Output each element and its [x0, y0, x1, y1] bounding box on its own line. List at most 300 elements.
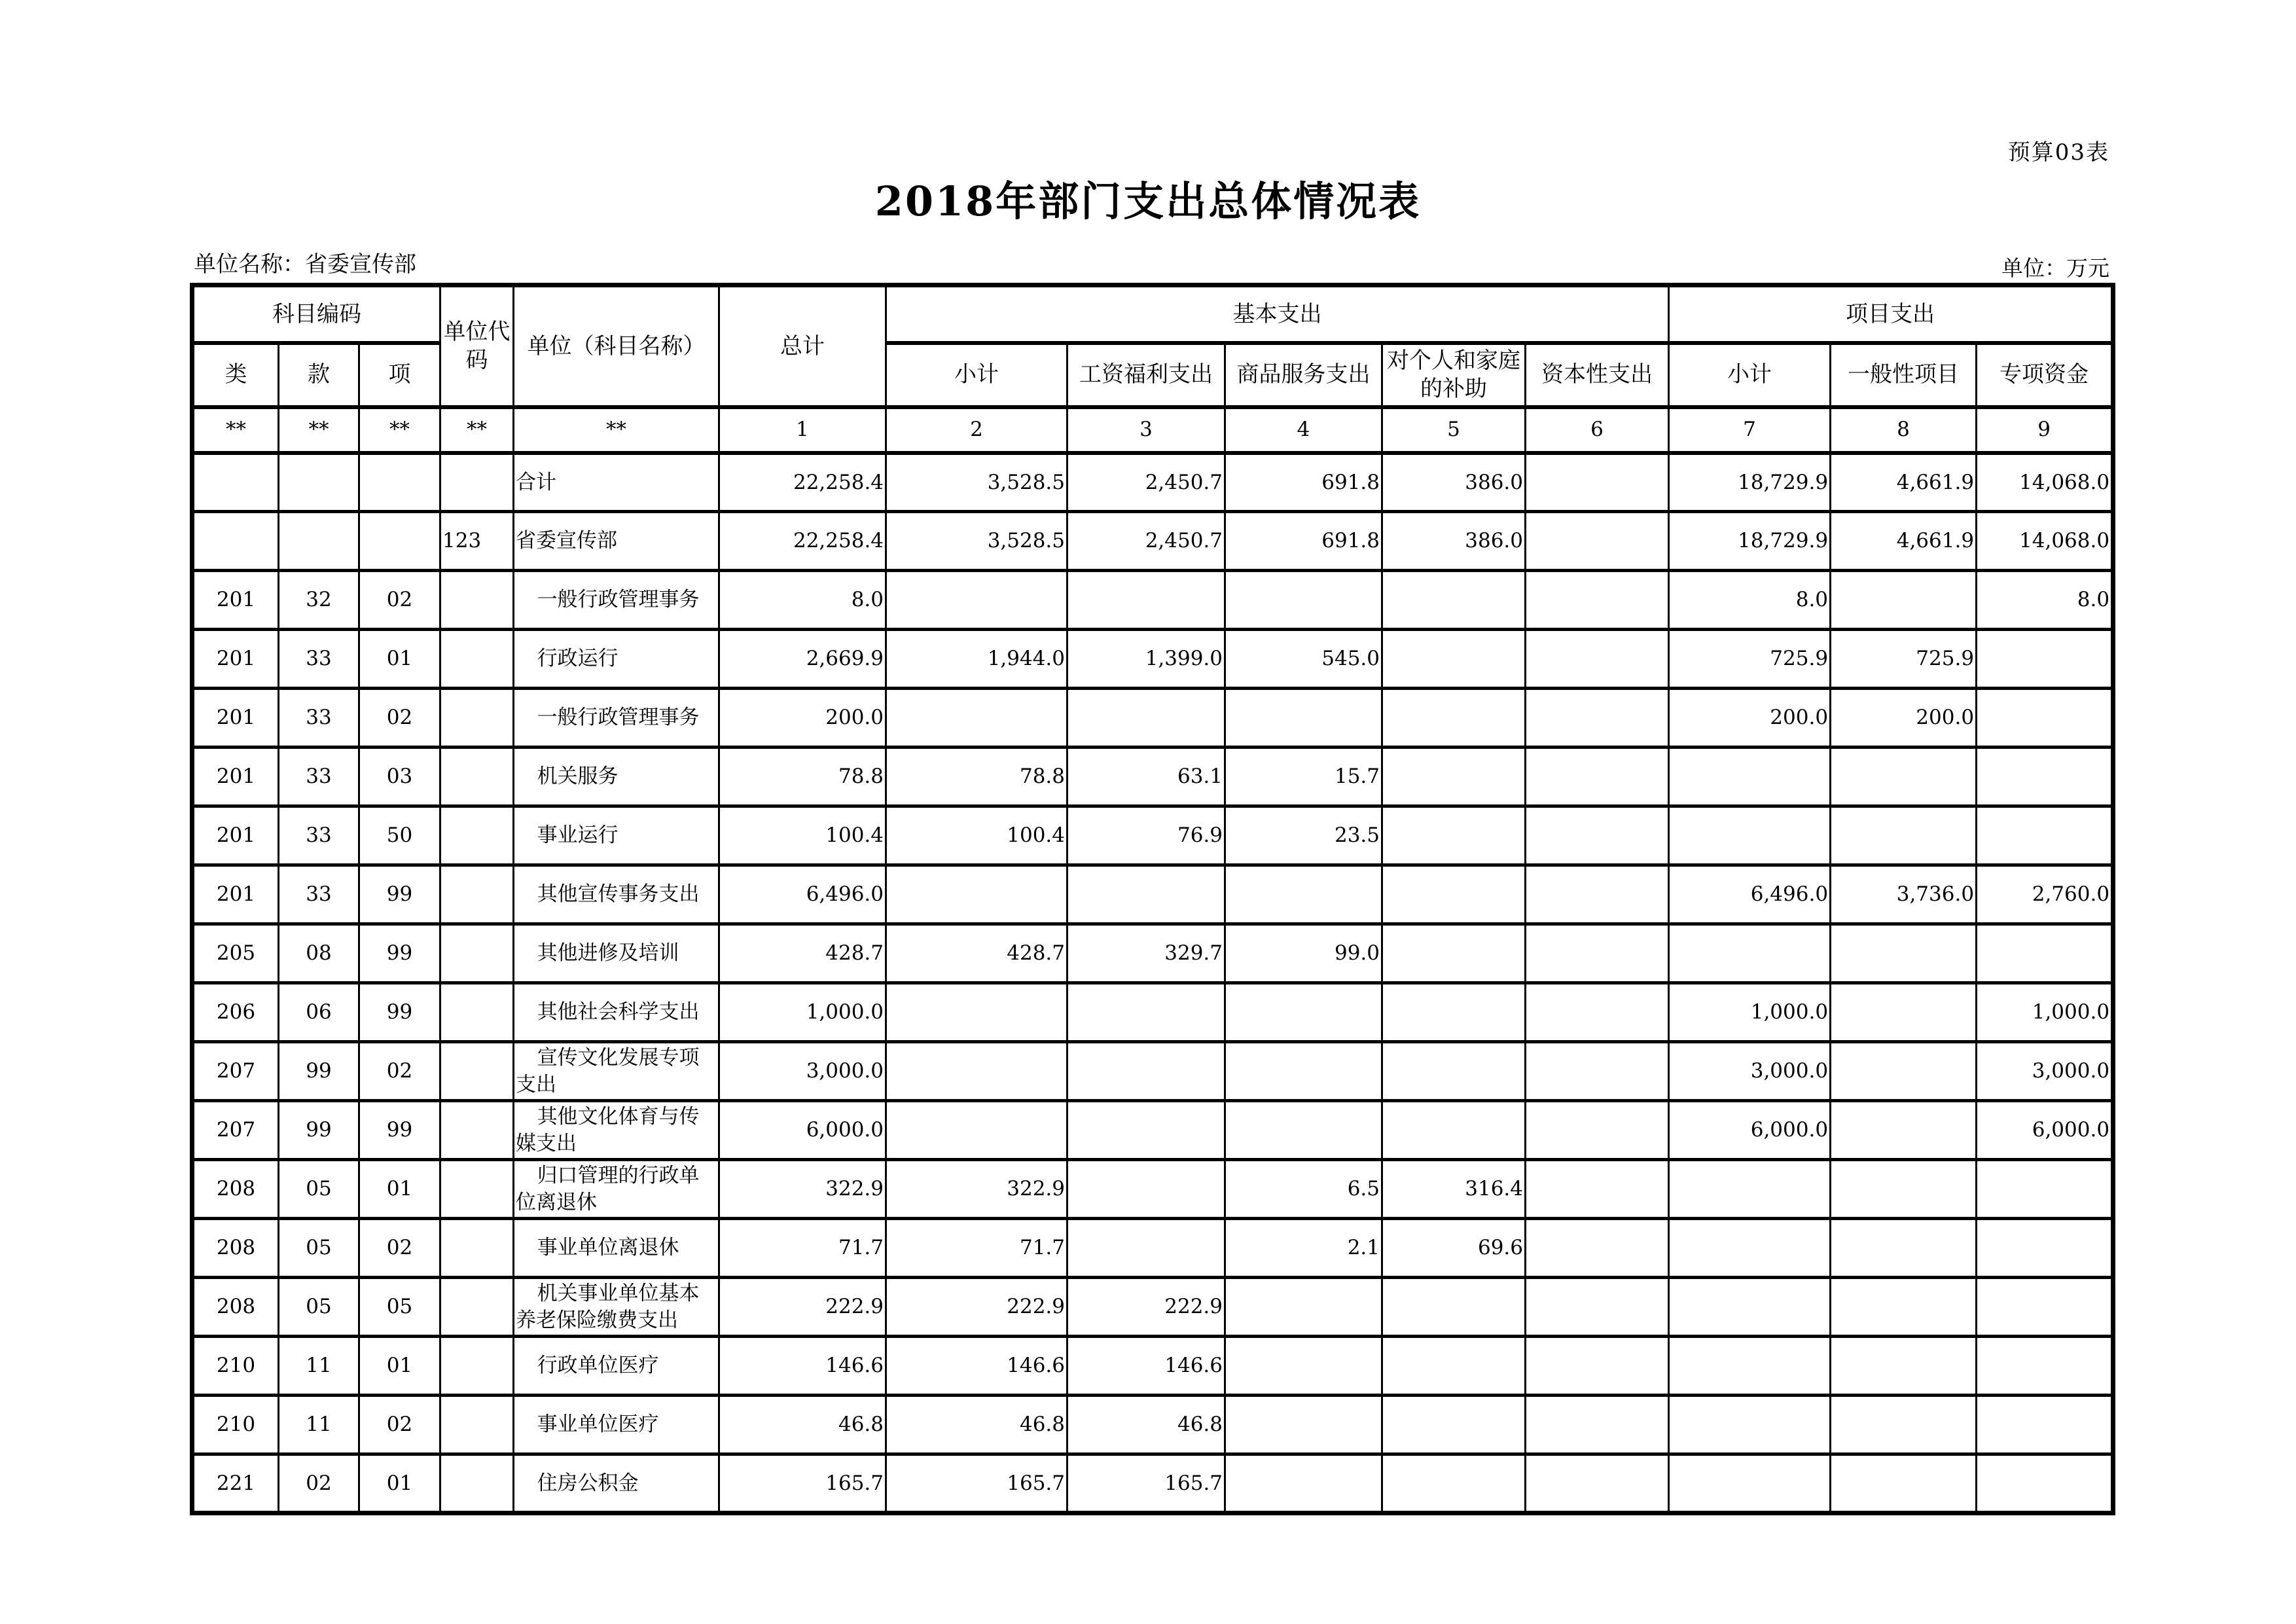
- value-cell: [1067, 689, 1225, 748]
- table-row: [192, 453, 2113, 512]
- value-cell: [886, 571, 1067, 630]
- header-unit-code: 单位代码: [440, 285, 514, 407]
- header-unit-subject-name: 单位（科目名称）: [514, 285, 719, 407]
- header-general-projects: 一般性项目: [1831, 343, 1977, 407]
- value-cell: [1382, 924, 1526, 983]
- item-code-cell: 03: [359, 748, 440, 806]
- value-cell: [1225, 1042, 1382, 1101]
- value-cell: [1831, 1454, 1977, 1513]
- section-code-cell: 33: [279, 806, 359, 865]
- value-cell: 8.0: [1669, 571, 1831, 630]
- item-code-cell: 01: [359, 1454, 440, 1513]
- unit-code-cell: [440, 983, 514, 1042]
- value-cell: [1382, 630, 1526, 689]
- value-cell: [1526, 1042, 1669, 1101]
- value-cell: [1067, 1160, 1225, 1219]
- value-cell: 15.7: [1225, 748, 1382, 806]
- value-cell: 691.8: [1225, 512, 1382, 571]
- column-index-cell: **: [514, 407, 719, 453]
- header-special-funds: 专项资金: [1977, 343, 2113, 407]
- value-cell: [886, 1101, 1067, 1160]
- value-cell: [1669, 1278, 1831, 1337]
- value-cell: [1831, 748, 1977, 806]
- value-cell: 725.9: [1669, 630, 1831, 689]
- value-cell: 691.8: [1225, 453, 1382, 512]
- subject-name-cell: 事业单位离退休: [514, 1219, 719, 1278]
- value-cell: [1225, 865, 1382, 924]
- value-cell: 18,729.9: [1669, 453, 1831, 512]
- header-section: 款: [279, 343, 359, 407]
- header-item: 项: [359, 343, 440, 407]
- column-index-cell: **: [192, 407, 279, 453]
- subject-name-cell: 住房公积金: [514, 1454, 719, 1513]
- table-row: [192, 924, 2113, 983]
- value-cell: [1225, 1101, 1382, 1160]
- value-cell: 71.7: [719, 1219, 886, 1278]
- value-cell: [1382, 1101, 1526, 1160]
- header-goods-services: 商品服务支出: [1225, 343, 1382, 407]
- subject-name-cell: 一般行政管理事务: [514, 689, 719, 748]
- section-code-cell: 99: [279, 1101, 359, 1160]
- value-cell: [1067, 1101, 1225, 1160]
- value-cell: [1067, 571, 1225, 630]
- column-index-cell: 1: [719, 407, 886, 453]
- class-code-cell: 221: [192, 1454, 279, 1513]
- value-cell: [1831, 1219, 1977, 1278]
- value-cell: [1382, 689, 1526, 748]
- table-row: [192, 1101, 2113, 1160]
- value-cell: [1831, 571, 1977, 630]
- unit-code-cell: [440, 1278, 514, 1337]
- value-cell: [1382, 1042, 1526, 1101]
- class-code-cell: 210: [192, 1337, 279, 1396]
- header-wage-welfare: 工资福利支出: [1067, 343, 1225, 407]
- value-cell: 222.9: [1067, 1278, 1225, 1337]
- class-code-cell: 201: [192, 865, 279, 924]
- column-index-cell: 5: [1382, 407, 1526, 453]
- value-cell: [1977, 1454, 2113, 1513]
- value-cell: [1526, 630, 1669, 689]
- class-code-cell: 207: [192, 1042, 279, 1101]
- value-cell: [1526, 983, 1669, 1042]
- value-cell: 545.0: [1225, 630, 1382, 689]
- column-index-cell: 6: [1526, 407, 1669, 453]
- item-code-cell: 99: [359, 865, 440, 924]
- value-cell: 2,450.7: [1067, 453, 1225, 512]
- table-row: [192, 512, 2113, 571]
- item-code-cell: 99: [359, 924, 440, 983]
- item-code-cell: 50: [359, 806, 440, 865]
- value-cell: [1977, 689, 2113, 748]
- header-project-expenditure: 项目支出: [1669, 285, 2113, 343]
- value-cell: [1831, 1101, 1977, 1160]
- value-cell: 6.5: [1225, 1160, 1382, 1219]
- value-cell: [1382, 571, 1526, 630]
- class-code-cell: 201: [192, 748, 279, 806]
- value-cell: 2.1: [1225, 1219, 1382, 1278]
- item-code-cell: 01: [359, 1337, 440, 1396]
- value-cell: [1382, 1278, 1526, 1337]
- value-cell: 2,760.0: [1977, 865, 2113, 924]
- section-code-cell: 05: [279, 1160, 359, 1219]
- form-number-label: 预算03表: [2007, 139, 2109, 166]
- value-cell: [1669, 1219, 1831, 1278]
- value-cell: [1526, 571, 1669, 630]
- value-cell: [1977, 924, 2113, 983]
- value-cell: 100.4: [886, 806, 1067, 865]
- item-code-cell: [359, 512, 440, 571]
- column-index-cell: 7: [1669, 407, 1831, 453]
- value-cell: 23.5: [1225, 806, 1382, 865]
- value-cell: 6,496.0: [1669, 865, 1831, 924]
- value-cell: 46.8: [1067, 1396, 1225, 1454]
- subject-name-cell: 其他文化体育与传媒支出: [514, 1101, 719, 1160]
- value-cell: [1831, 924, 1977, 983]
- section-code-cell: 05: [279, 1219, 359, 1278]
- value-cell: [1669, 806, 1831, 865]
- table-row: [192, 1219, 2113, 1278]
- value-cell: [1669, 1160, 1831, 1219]
- class-code-cell: 201: [192, 630, 279, 689]
- value-cell: 386.0: [1382, 453, 1526, 512]
- class-code-cell: 205: [192, 924, 279, 983]
- table-row: [192, 1454, 2113, 1513]
- value-cell: [1669, 1337, 1831, 1396]
- class-code-cell: [192, 453, 279, 512]
- subject-name-cell: 行政单位医疗: [514, 1337, 719, 1396]
- value-cell: [1831, 1042, 1977, 1101]
- value-cell: [1977, 1219, 2113, 1278]
- item-code-cell: 02: [359, 571, 440, 630]
- value-cell: [1225, 1278, 1382, 1337]
- value-cell: 428.7: [886, 924, 1067, 983]
- value-cell: [886, 1042, 1067, 1101]
- value-cell: [1382, 748, 1526, 806]
- item-code-cell: 02: [359, 1396, 440, 1454]
- section-code-cell: 05: [279, 1278, 359, 1337]
- table-row: [192, 1042, 2113, 1101]
- value-cell: [1382, 1337, 1526, 1396]
- value-cell: 8.0: [719, 571, 886, 630]
- value-cell: 6,496.0: [719, 865, 886, 924]
- unit-code-cell: [440, 689, 514, 748]
- value-cell: 2,669.9: [719, 630, 886, 689]
- value-cell: 322.9: [719, 1160, 886, 1219]
- value-cell: [1669, 1396, 1831, 1454]
- column-index-cell: 9: [1977, 407, 2113, 453]
- value-cell: 1,399.0: [1067, 630, 1225, 689]
- value-cell: [1831, 806, 1977, 865]
- unit-code-cell: [440, 1219, 514, 1278]
- value-cell: [1977, 806, 2113, 865]
- column-index-row: [192, 407, 2113, 453]
- value-cell: 78.8: [886, 748, 1067, 806]
- value-cell: 22,258.4: [719, 512, 886, 571]
- value-cell: [1977, 1337, 2113, 1396]
- value-cell: [1977, 1278, 2113, 1337]
- item-code-cell: 02: [359, 1042, 440, 1101]
- value-cell: [1831, 1337, 1977, 1396]
- class-code-cell: 201: [192, 689, 279, 748]
- header-row-groups: [192, 285, 2113, 343]
- section-code-cell: 33: [279, 865, 359, 924]
- class-code-cell: 210: [192, 1396, 279, 1454]
- value-cell: 3,000.0: [719, 1042, 886, 1101]
- value-cell: [1382, 865, 1526, 924]
- value-cell: 100.4: [719, 806, 886, 865]
- unit-code-cell: [440, 1042, 514, 1101]
- table-row: [192, 748, 2113, 806]
- currency-unit-label: 单位：万元: [2001, 255, 2109, 281]
- value-cell: 99.0: [1225, 924, 1382, 983]
- table-row: [192, 689, 2113, 748]
- table-header: [192, 285, 2113, 407]
- section-code-cell: 32: [279, 571, 359, 630]
- subject-name-cell: 合计: [514, 453, 719, 512]
- header-subject-code: 科目编码: [192, 285, 440, 343]
- value-cell: 22,258.4: [719, 453, 886, 512]
- item-code-cell: 02: [359, 689, 440, 748]
- item-code-cell: 01: [359, 630, 440, 689]
- unit-code-cell: [440, 865, 514, 924]
- column-index-cell: 2: [886, 407, 1067, 453]
- unit-code-cell: [440, 1396, 514, 1454]
- value-cell: [1067, 1219, 1225, 1278]
- subject-name-cell: 一般行政管理事务: [514, 571, 719, 630]
- value-cell: 4,661.9: [1831, 453, 1977, 512]
- subject-name-cell: 宣传文化发展专项支出: [514, 1042, 719, 1101]
- value-cell: 146.6: [719, 1337, 886, 1396]
- section-code-cell: 33: [279, 630, 359, 689]
- table-row: [192, 983, 2113, 1042]
- subject-name-cell: 归口管理的行政单位离退休: [514, 1160, 719, 1219]
- section-code-cell: 11: [279, 1337, 359, 1396]
- class-code-cell: 208: [192, 1219, 279, 1278]
- value-cell: [1526, 453, 1669, 512]
- value-cell: 3,528.5: [886, 453, 1067, 512]
- class-code-cell: 206: [192, 983, 279, 1042]
- column-index-cell: 8: [1831, 407, 1977, 453]
- value-cell: [1831, 983, 1977, 1042]
- subject-name-cell: 其他宣传事务支出: [514, 865, 719, 924]
- section-code-cell: 33: [279, 689, 359, 748]
- value-cell: [1225, 983, 1382, 1042]
- value-cell: [1977, 748, 2113, 806]
- subject-name-cell: 其他进修及培训: [514, 924, 719, 983]
- item-code-cell: 99: [359, 1101, 440, 1160]
- value-cell: 3,000.0: [1669, 1042, 1831, 1101]
- value-cell: [1225, 1396, 1382, 1454]
- value-cell: 725.9: [1831, 630, 1977, 689]
- unit-code-cell: [440, 1101, 514, 1160]
- item-code-cell: 99: [359, 983, 440, 1042]
- value-cell: [1831, 1160, 1977, 1219]
- value-cell: 71.7: [886, 1219, 1067, 1278]
- value-cell: [1526, 1454, 1669, 1513]
- section-code-cell: 99: [279, 1042, 359, 1101]
- value-cell: 316.4: [1382, 1160, 1526, 1219]
- value-cell: 3,000.0: [1977, 1042, 2113, 1101]
- item-code-cell: [359, 453, 440, 512]
- value-cell: [1225, 689, 1382, 748]
- table-row: [192, 806, 2113, 865]
- value-cell: [1669, 748, 1831, 806]
- table-row: [192, 1160, 2113, 1219]
- value-cell: 6,000.0: [719, 1101, 886, 1160]
- value-cell: [886, 865, 1067, 924]
- value-cell: [1526, 1219, 1669, 1278]
- value-cell: [1225, 1337, 1382, 1396]
- value-cell: 222.9: [886, 1278, 1067, 1337]
- value-cell: 46.8: [886, 1396, 1067, 1454]
- value-cell: 14,068.0: [1977, 512, 2113, 571]
- value-cell: [1526, 1278, 1669, 1337]
- subject-name-cell: 行政运行: [514, 630, 719, 689]
- unit-code-cell: [440, 806, 514, 865]
- value-cell: 146.6: [1067, 1337, 1225, 1396]
- table-row: [192, 630, 2113, 689]
- value-cell: 1,944.0: [886, 630, 1067, 689]
- value-cell: [1977, 1160, 2113, 1219]
- value-cell: 1,000.0: [1669, 983, 1831, 1042]
- unit-code-cell: [440, 571, 514, 630]
- subject-name-cell: 事业运行: [514, 806, 719, 865]
- value-cell: [1382, 983, 1526, 1042]
- value-cell: 200.0: [1669, 689, 1831, 748]
- subject-name-cell: 机关服务: [514, 748, 719, 806]
- header-basic-expenditure: 基本支出: [886, 285, 1669, 343]
- value-cell: 165.7: [886, 1454, 1067, 1513]
- value-cell: 63.1: [1067, 748, 1225, 806]
- table-row: [192, 571, 2113, 630]
- table-row: [192, 1396, 2113, 1454]
- value-cell: [886, 983, 1067, 1042]
- value-cell: 3,528.5: [886, 512, 1067, 571]
- header-grand-total: 总计: [719, 285, 886, 407]
- section-code-cell: 33: [279, 748, 359, 806]
- subject-name-cell: 机关事业单位基本养老保险缴费支出: [514, 1278, 719, 1337]
- expenditure-table: [190, 283, 2115, 1515]
- value-cell: [1526, 865, 1669, 924]
- item-code-cell: 02: [359, 1219, 440, 1278]
- value-cell: 146.6: [886, 1337, 1067, 1396]
- column-index-cell: **: [440, 407, 514, 453]
- header-basic-subtotal: 小计: [886, 343, 1067, 407]
- class-code-cell: 207: [192, 1101, 279, 1160]
- section-code-cell: 06: [279, 983, 359, 1042]
- value-cell: 69.6: [1382, 1219, 1526, 1278]
- header-capital: 资本性支出: [1526, 343, 1669, 407]
- value-cell: [1526, 1396, 1669, 1454]
- value-cell: 4,661.9: [1831, 512, 1977, 571]
- unit-code-cell: [440, 924, 514, 983]
- unit-code-cell: [440, 1337, 514, 1396]
- value-cell: 322.9: [886, 1160, 1067, 1219]
- value-cell: 428.7: [719, 924, 886, 983]
- class-code-cell: [192, 512, 279, 571]
- value-cell: [1669, 1454, 1831, 1513]
- unit-code-cell: [440, 630, 514, 689]
- value-cell: 8.0: [1977, 571, 2113, 630]
- value-cell: [1526, 512, 1669, 571]
- value-cell: 6,000.0: [1977, 1101, 2113, 1160]
- table-row: [192, 1337, 2113, 1396]
- value-cell: [1526, 806, 1669, 865]
- value-cell: [1067, 865, 1225, 924]
- header-project-subtotal: 小计: [1669, 343, 1831, 407]
- value-cell: 3,736.0: [1831, 865, 1977, 924]
- unit-code-cell: [440, 748, 514, 806]
- value-cell: [1977, 630, 2113, 689]
- value-cell: 78.8: [719, 748, 886, 806]
- value-cell: 222.9: [719, 1278, 886, 1337]
- table-row: [192, 1278, 2113, 1337]
- value-cell: [1526, 924, 1669, 983]
- value-cell: 46.8: [719, 1396, 886, 1454]
- value-cell: [886, 689, 1067, 748]
- table-body: [192, 407, 2113, 1513]
- item-code-cell: 01: [359, 1160, 440, 1219]
- value-cell: 76.9: [1067, 806, 1225, 865]
- subject-name-cell: 其他社会科学支出: [514, 983, 719, 1042]
- value-cell: [1382, 1396, 1526, 1454]
- value-cell: [1382, 806, 1526, 865]
- unit-code-cell: [440, 1160, 514, 1219]
- value-cell: [1067, 1042, 1225, 1101]
- class-code-cell: 208: [192, 1278, 279, 1337]
- column-index-cell: **: [279, 407, 359, 453]
- header-class: 类: [192, 343, 279, 407]
- value-cell: 2,450.7: [1067, 512, 1225, 571]
- value-cell: 329.7: [1067, 924, 1225, 983]
- unit-code-cell: 123: [440, 512, 514, 571]
- value-cell: [1067, 983, 1225, 1042]
- class-code-cell: 201: [192, 571, 279, 630]
- section-code-cell: [279, 512, 359, 571]
- value-cell: [1225, 571, 1382, 630]
- section-code-cell: 08: [279, 924, 359, 983]
- unit-name-label: 单位名称：省委宣传部: [194, 251, 416, 278]
- header-individual-family: 对个人和家庭的补助: [1382, 343, 1526, 407]
- value-cell: 165.7: [1067, 1454, 1225, 1513]
- value-cell: [1225, 1454, 1382, 1513]
- subject-name-cell: 省委宣传部: [514, 512, 719, 571]
- value-cell: 1,000.0: [719, 983, 886, 1042]
- column-index-cell: 4: [1225, 407, 1382, 453]
- unit-code-cell: [440, 453, 514, 512]
- value-cell: [1526, 1337, 1669, 1396]
- column-index-cell: 3: [1067, 407, 1225, 453]
- value-cell: [1526, 689, 1669, 748]
- value-cell: [1526, 1160, 1669, 1219]
- table-row: [192, 865, 2113, 924]
- value-cell: 14,068.0: [1977, 453, 2113, 512]
- column-index-cell: **: [359, 407, 440, 453]
- item-code-cell: 05: [359, 1278, 440, 1337]
- class-code-cell: 208: [192, 1160, 279, 1219]
- subject-name-cell: 事业单位医疗: [514, 1396, 719, 1454]
- value-cell: [1526, 1101, 1669, 1160]
- value-cell: 386.0: [1382, 512, 1526, 571]
- section-code-cell: 11: [279, 1396, 359, 1454]
- class-code-cell: 201: [192, 806, 279, 865]
- value-cell: 200.0: [719, 689, 886, 748]
- value-cell: [1831, 1278, 1977, 1337]
- section-code-cell: 02: [279, 1454, 359, 1513]
- value-cell: [1831, 1396, 1977, 1454]
- value-cell: [1526, 748, 1669, 806]
- value-cell: 18,729.9: [1669, 512, 1831, 571]
